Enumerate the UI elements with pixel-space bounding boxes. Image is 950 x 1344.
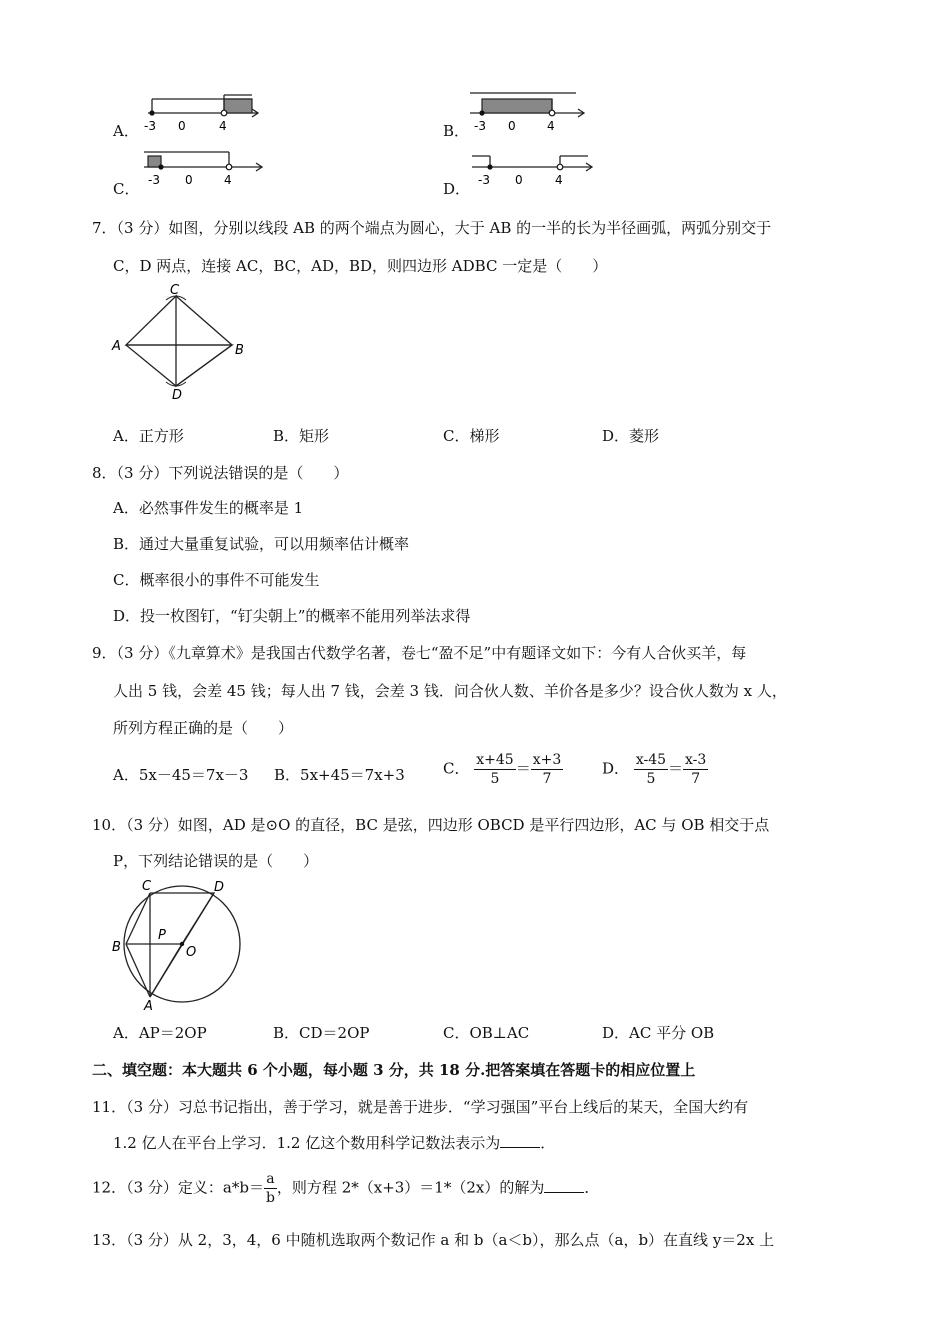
q8-option-a[interactable]: A．必然事件发生的概率是 1 (113, 499, 304, 517)
point-label: D (214, 880, 225, 895)
point-label: P (158, 928, 166, 943)
q7-figure-rhombus (108, 282, 258, 402)
fraction: $\frac{x+45}{5}$ (476, 752, 514, 787)
tick-label: 4 (547, 119, 555, 133)
q9-line2: 人出 5 钱，会差 45 钱；每人出 7 钱，会差 3 钱．问合伙人数、羊价各是多少？设合伙人数为 x 人， (113, 682, 787, 700)
section-heading: 二、填空题：本大题共 6 个小题，每小题 3 分，共 18 分.把答案填在答题卡的相应位置上 (92, 1061, 696, 1079)
q7-option-b[interactable]: B．矩形 (273, 427, 330, 445)
q13-line1: 13．（3 分）从 2，3，4，6 中随机选取两个数记作 a 和 b（a＜b），那么点（a，b）在直线 y＝2x 上 (92, 1231, 775, 1249)
q8-option-d[interactable]: D．投一枚图钉，“钉尖朝上”的概率不能用列举法求得 (113, 607, 471, 625)
q6-option-d-numberline (468, 148, 598, 193)
point-label: B (112, 940, 121, 955)
q11-line1: 11．（3 分）习总书记指出，善于学习，就是善于进步．“学习强国”平台上线后的某天，全国大约有 (92, 1098, 749, 1116)
q6-option-b-numberline (466, 88, 591, 133)
tick-label: 0 (515, 173, 523, 187)
point-label: B (235, 343, 244, 358)
q10-option-d[interactable]: D．AC 平分 OB (602, 1024, 715, 1042)
fraction: $\frac{x-45}{5}$ (635, 752, 667, 787)
q8-stem: 8．（3 分）下列说法错误的是（ ） (92, 464, 349, 482)
point-label: A (144, 999, 153, 1011)
q7-option-a[interactable]: A．正方形 (113, 427, 184, 445)
fraction: $\frac{x+3}{7}$ (532, 752, 562, 787)
point-label: A (112, 339, 121, 354)
q9-option-d[interactable]: D． $\frac{x-45}{5}$ ＝ $\frac{x-3}{7}$ (602, 752, 707, 787)
q11-line2: 1.2 亿人在平台上学习．1.2 亿这个数用科学记数法表示为 ． (113, 1134, 556, 1152)
q9-line1: 9．（3 分）《九章算术》是我国古代数学名著，卷七“盈不足”中有题译文如下：今有人合伙买羊，每 (92, 644, 747, 662)
q7-line2: C，D 两点，连接 AC，BC，AD，BD，则四边形 ADBC 一定是（ ） (113, 257, 608, 275)
fraction: $\frac{a}{b}$ (265, 1171, 275, 1206)
tick-label: 0 (185, 173, 193, 187)
q8-option-b[interactable]: B．通过大量重复试验，可以用频率估计概率 (113, 535, 410, 553)
q10-option-a[interactable]: A．AP＝2OP (113, 1024, 207, 1042)
tick-label: 0 (508, 119, 516, 133)
q10-line1: 10．（3 分）如图，AD 是⊙O 的直径，BC 是弦，四边形 OBCD 是平行四边形，AC 与 OB 相交于点 (92, 816, 770, 834)
point-label: D (172, 388, 183, 402)
q6-option-c-label[interactable]: C． (113, 180, 140, 198)
tick-label: -3 (478, 173, 490, 187)
q6-option-b-label[interactable]: B． (443, 122, 470, 140)
point-label: C (142, 879, 152, 894)
fraction: $\frac{x-3}{7}$ (685, 752, 707, 787)
q8-option-c[interactable]: C．概率很小的事件不可能发生 (113, 571, 320, 589)
q7-option-d[interactable]: D．菱形 (602, 427, 660, 445)
q6-option-a-numberline (140, 90, 265, 135)
q7-line1: 7．（3 分）如图，分别以线段 AB 的两个端点为圆心，大于 AB 的一半的长为半径画弧，两弧分别交于 (92, 219, 772, 237)
answer-blank[interactable] (544, 1178, 584, 1193)
q10-line2: P，下列结论错误的是（ ） (113, 852, 319, 870)
point-label: O (186, 945, 197, 960)
q12-line: 12．（3 分）定义：a*b＝ $\frac{a}{b}$ ，则方程 2*（x+3）＝1*（2x）的解为 ． (92, 1171, 600, 1206)
tick-label: 0 (178, 119, 186, 133)
tick-label: 4 (224, 173, 232, 187)
tick-label: 4 (555, 173, 563, 187)
answer-blank[interactable] (500, 1133, 540, 1148)
tick-label: 4 (219, 119, 227, 133)
point-label: C (170, 283, 180, 298)
q6-option-a-label[interactable]: A． (113, 122, 139, 140)
q9-line3: 所列方程正确的是（ ） (113, 719, 294, 737)
q7-option-c[interactable]: C．梯形 (443, 427, 500, 445)
q10-figure-circle (108, 876, 248, 1011)
q9-option-c[interactable]: C． $\frac{x+45}{5}$ ＝ $\frac{x+3}{7}$ (443, 752, 562, 787)
q6-option-d-label[interactable]: D． (443, 180, 471, 198)
tick-label: -3 (148, 173, 160, 187)
q9-option-b[interactable]: B．5x+45＝7x+3 (274, 766, 405, 784)
q10-option-c[interactable]: C．OB⊥AC (443, 1024, 530, 1042)
tick-label: -3 (474, 119, 486, 133)
q10-option-b[interactable]: B．CD＝2OP (273, 1024, 370, 1042)
q6-option-c-numberline (140, 148, 265, 193)
tick-label: -3 (144, 119, 156, 133)
q9-option-a[interactable]: A．5x－45＝7x－3 (113, 766, 249, 784)
